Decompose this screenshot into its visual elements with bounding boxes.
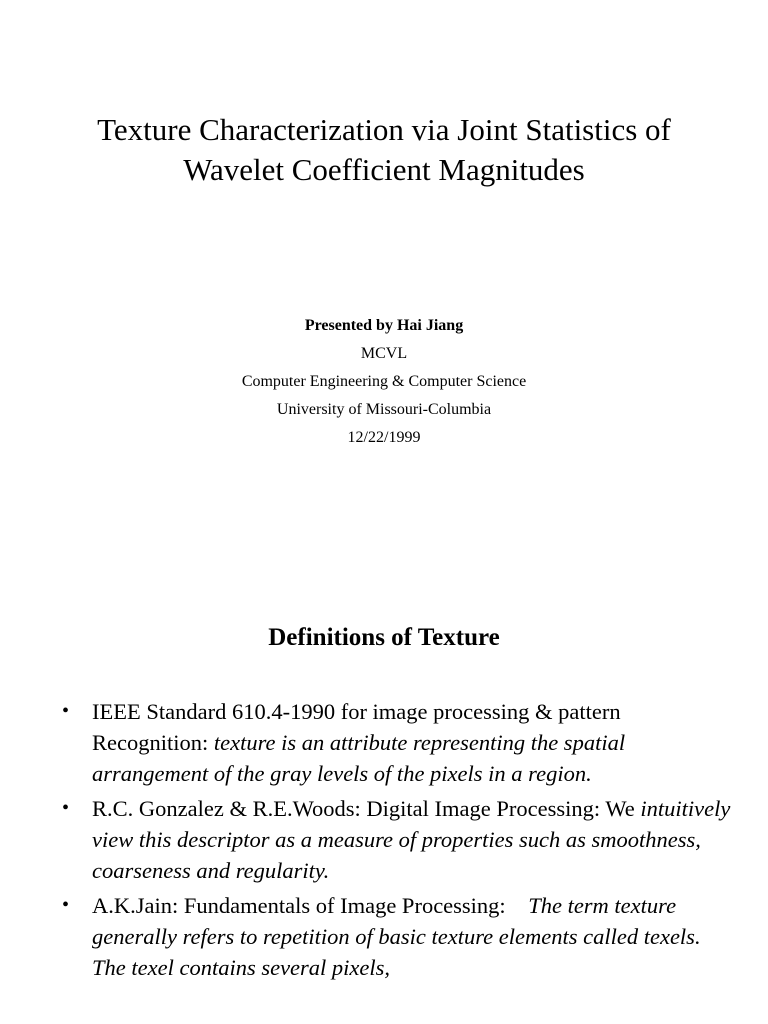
- lab-name: MCVL: [360, 345, 408, 362]
- bullet-italic-text: The term texture generally refers to repetition of basic texture elements called texels. The texel contains several pixels,: [92, 893, 701, 980]
- bullet-italic-text: intuitively view this descriptor as a measure of properties such as smoothness, coarseness and regularity.: [92, 796, 731, 883]
- title-line-2: Wavelet Coefficient Magnitudes: [183, 152, 585, 187]
- bullet-icon: •: [62, 700, 70, 722]
- list-item: [62, 793, 732, 886]
- bullet-text: IEEE Standard 610.4-1990 for image processing & pattern Recognition:: [92, 699, 621, 755]
- university-name: University of Missouri-Columbia: [276, 401, 492, 418]
- presenter-info: [0, 312, 768, 452]
- list-item: [62, 696, 732, 789]
- bullet-text: R.C. Gonzalez & R.E.Woods: Digital Image Processing: We: [92, 796, 641, 821]
- bullet-icon: •: [62, 894, 70, 916]
- title-line-1: Texture Characterization via Joint Statistics of: [97, 112, 671, 147]
- presentation-date: 12/22/1999: [347, 429, 421, 446]
- list-item: [62, 890, 732, 983]
- definitions-slide: [0, 580, 768, 1024]
- presenter-name: Presented by Hai Jiang: [304, 317, 464, 334]
- department-name: Computer Engineering & Computer Science: [241, 373, 527, 390]
- slide-heading: Definitions of Texture: [268, 624, 500, 651]
- bullet-icon: •: [62, 797, 70, 819]
- definition-list: [62, 696, 732, 987]
- bullet-text: A.K.Jain: Fundamentals of Image Processing:: [92, 893, 529, 918]
- presentation-title: [0, 110, 768, 190]
- bullet-italic-text: texture is an attribute representing the spatial arrangement of the gray levels of the pixels in a region.: [92, 730, 626, 786]
